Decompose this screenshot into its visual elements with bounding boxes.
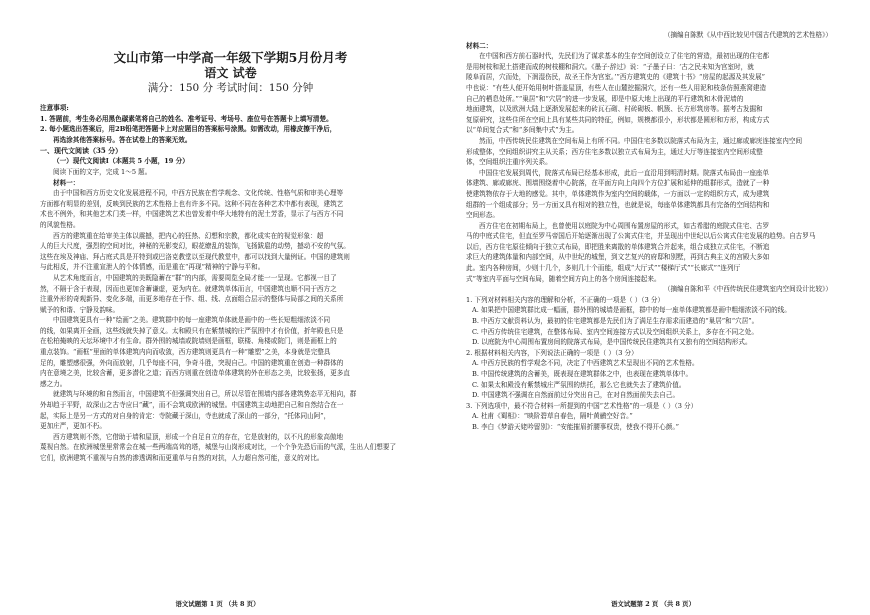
- source-citation: （摘编自陈默《从中西比较见中国古代建筑的艺术性格》）: [663, 31, 832, 39]
- body-line: 它们，欧洲建筑不重视与自然的渗透调和而更重单与自然的对抗，人力超自然可能，意义的对比。: [40, 454, 324, 462]
- body-line: 内在意境之美，比较含蓄，更多潜化之道；而西方则重在创造单体建筑的外在形态之美，比较张扬，更多直: [40, 369, 350, 378]
- body-line: 式”等室内平面与空间布局，随着空间方向上的各个房间连接起来。: [466, 274, 661, 283]
- body-line: 的风貌性格。: [40, 220, 80, 229]
- note-line: 再选涂其他答案标号。答在试卷上的答案无效。: [53, 135, 192, 144]
- body-line: 方面都有明显的差别，反映到民族的艺术性格上也有许多不同。这种不同在各种艺术中都有表现，建筑艺: [40, 199, 344, 208]
- question-3: 3. 下列选项中，最不符合材料一所提到的中国“艺术性格”的一项是（ ）（3 分）: [466, 401, 698, 410]
- body-line: 陵阜而居，穴而处，下润湿伤民，故圣王作为宫室。’”西方建筑史的《建筑十书》“房屋的起源及其发展”: [466, 73, 766, 82]
- note-line: 2. 每小题选出答案后，用2B铅笔把答题卡上对应题目的答案标号涂黑。如需改动，用橡皮擦干净后，: [40, 125, 337, 134]
- body-line: 由于中国和西方历史文化发展进程不同，中西方民族在哲学观念、文化传统、性格气质和审美心理等: [53, 189, 344, 198]
- source-citation: （摘编自陈和平《中西传统民住建筑室内空间设计比较》）: [663, 285, 832, 294]
- body-line: 体，空间组织注重序列关系。: [466, 158, 552, 167]
- body-line: 赋予的和谐、宁静及韵味。: [40, 305, 120, 314]
- body-line: 在中国和西方前石器时代，先民们为了谋求基本的生存空间创设立了住宅的营造，最初出现的住宅都: [479, 52, 770, 61]
- q1-option-b: B. 中西方文献资料认为，最初的住宅建筑都是先民们为了满足生存需求而建造的“巢居”和“穴居”。: [472, 317, 759, 326]
- instruction: 阅读下面的文字，完成 1～5 题。: [53, 167, 152, 176]
- q1-option-a: A. 如果把中国建筑群比成一幅画，群外围的城墙是画框，群中的每一座单体建筑都是画中粗细浓淡不同的线。: [472, 306, 791, 315]
- q2-option-c: C. 如果太和殿没有紫禁城庄严氛围的烘托，那么它也就失去了建筑价值。: [472, 380, 686, 389]
- body-line: 在松柏掩映的天坛环境中才有生命。群外围的城墙或院墙则是画框，联楼、角楼或院门，则是画框上的: [40, 337, 337, 346]
- q3-option-b: B. 李白《梦游天姥吟留别》：“安能摧眉折腰事权贵，使我不得开心颜。”: [472, 422, 679, 431]
- body-line: 然而，中西传统民住建筑在空间布局上有所不同。中国住宅多数以院落式布局为主，通过廊或廊庑连接室内空间: [479, 136, 803, 145]
- body-line: 从艺术角度而言，中国建筑的美既隐蓄在“群”的内部，需要周览全局才能一一呈现。它都视一目了: [53, 273, 337, 282]
- body-line: 自己的栖息处所。”“巢居”和“穴居”的进一步发展，即是中原大地上出现的平行建筑和木骨泥墙的: [466, 94, 744, 103]
- body-line: 马的中庭式住宅，但直至罗马帝国后开始逐渐出现了公寓式住宅，并呈现出中世纪以后公寓式住宅发展的趋势。自古罗马: [466, 232, 816, 241]
- question-2: 2. 根据材料相关内容，下列说法正确的一项是（ ）（3 分）: [466, 348, 638, 357]
- body-line: 形成整体，空间组织讲究主从关系；西方住宅多数以独立式布局为主，通过大厅等连接室内空间形成整: [466, 147, 763, 156]
- q2-option-d: D. 中国建筑不强调在自然面前过分突出自己，在对自然面前失去自己。: [472, 391, 680, 400]
- question-1: 1. 下列对材料相关内容的理解和分析，不正确的一项是（ ）（3 分）: [466, 295, 665, 304]
- body-line: 组群的一个组成部分；另一方面又具有相对的独立性，也就是说，每座单体建筑都具有完备的空间结构和: [466, 200, 770, 209]
- body-line: 以后，西方住宅原往倾向于独立式布局，即把胜来离散的单体建筑合并起来，组合成独立式住宅，不断追: [466, 242, 770, 251]
- body-line: 更加庄严，更加不朽。: [40, 422, 106, 431]
- body-line: 注重外形的奇观新异、变化多端，而更多地存在于作、组、线、点面组合层示的整体与局部之间的关系所: [40, 295, 344, 304]
- page-footer: 语文试题第 2 页 （共 8 页）: [611, 600, 695, 608]
- material2-body: [466, 51, 832, 284]
- body-line: 外却趋于平野，故深山之古寺应曰“藏”，而不会筑成欧洲的城堡。中国建筑主动地把自己和自然结合在一: [40, 401, 344, 410]
- body-line: 以“单间复合式”和“多间集中式”为主。: [466, 126, 579, 135]
- body-line: 蔑视自然。在欧洲城堡里常常会在城一些两端高耸的塔，城堡与山岗形成对比，一个个争先恐后而的气派，生出人们想要了: [40, 443, 397, 452]
- exam-page-right: [436, 0, 870, 615]
- q1-option-d: D. 以庭院为中心周围布置房间的院落式布局，是中国传统民住建筑共有又独有的空间结构形式。: [472, 338, 752, 347]
- body-line: 空间形态。: [466, 211, 499, 220]
- q2-option-b: B. 中国传统建筑的含蓄美，既表现在建筑群体之中，也表现在建筑单体中。: [472, 370, 693, 378]
- body-line: 地面建筑，以及欧洲大陆上逐渐发展起来的砖瓦石砌、村砖砌板、帆簇、长方形筑房等。据考古发掘和: [466, 105, 763, 114]
- body-line: 西方建筑则不然，它借助于墙和屋顶，形成一个自足自立的存在，它是放射的，以不凡的形象高傲地: [53, 432, 344, 441]
- exam-subject: 语文 试卷: [204, 66, 257, 80]
- material-label: 材料二：: [466, 41, 493, 50]
- note-line: 1. 答题前，考生务必用黑色碳素笔将自己的姓名、准考证号、考场号、座位号在答题卡上填写清楚。: [40, 114, 333, 123]
- body-line: 足的，雕塑感很强，外向而放射，几乎每座不同，争奇斗胜，突现自己。中国的建筑重在创造一种群体的: [40, 358, 344, 367]
- body-line: 中也说：“有些人便开始用树叶搭盖屋顶，有些人在山麓挖掘洞穴，还有一些人用泥和枝条仿照燕窝建造: [466, 83, 767, 92]
- q2-option-a: A. 中西方民族的哲学观念不同，决定了中西建筑艺术呈现出不同的艺术性格。: [472, 359, 699, 368]
- body-line: 与此相反，并不注重宣泄人的个体情感，而是重在“再现”精神的宁静与平和。: [40, 263, 265, 272]
- material-label: 材料一：: [53, 178, 80, 187]
- body-line: 起，实际上是另一方式的对自身的肯定：寺院藏于深山，寺也就成了深山的一部分，“托体同山阿”，: [40, 411, 331, 420]
- body-line: 体建筑、廊或廊庑、围墙围绕着中心院落，在平面方向上向四个方位扩展和延伸的组群形式，造就了一种: [466, 179, 770, 188]
- body-line: 使建筑物依存于大地的感觉。其中，单体建筑作为室内空间的载体，一方面以一定的组织方式，成为建筑: [466, 189, 770, 198]
- body-line: 就建筑与环境的和自然而言，中国建筑不但强调突出自己，所以尽管在围墙内部各建筑势态平无相向，群: [53, 390, 357, 399]
- q3-option-a: A. 杜甫《蜀相》：“映阶碧草自春色，隔叶黄鹂空好音。”: [472, 412, 633, 421]
- body-line: 感之力。: [40, 379, 67, 388]
- body-line: 重点装饰。“画框”里面的单体建筑内向而收敛，西方建筑则更具有一种“雕塑”之美，本身就是完整具: [40, 348, 331, 357]
- section-heading: 一、现代文阅读（35 分）: [40, 146, 123, 156]
- body-line: 是用树枝和泥土搭建而成的树枝棚和洞穴。《墨子·辞过》说：“子墨子曰：‘古之民未知为宫室时，就: [466, 62, 754, 71]
- body-line: 然，不隔于含于表现，因而也更加含蓄谦虚，更为内在。就建筑单体而言，中国建筑也顺不同于西方之: [40, 284, 337, 293]
- exam-meta: 满分：150 分 考试时间：150 分钟: [147, 82, 314, 94]
- body-line: 的线，如果离开全画，这些线就失掉了意义。太和殿只有在紫禁城的庄严氛围中才有价值，折年殿也只是: [40, 326, 344, 335]
- subsection-heading: （一）现代文阅读Ⅰ（本题共 5 小题，19 分）: [53, 157, 189, 166]
- body-line: 中国住宅发展到周代，院落式布局已经基本形成，此后一直沿用到明清时期。院落式布局由一座座单: [479, 168, 770, 177]
- body-line: 术也不例外，和其他艺术门类一样，中国建筑艺术也曾发着中华大地特有的泥土芳香，显示了与西方不同: [40, 210, 344, 219]
- exam-title: 文山市第一中学高一年级下学期5月份月考: [113, 50, 348, 65]
- body-line: 复原研究，这些住所在空间上具有某些共同的特征，例如，规模都很小，形状都是圆形和方形，构成方式: [466, 115, 770, 124]
- page-footer: 语文试题第 1 页 （共 8 页）: [175, 600, 260, 608]
- body-line: 求巨大的建筑体量和内部空间，从中世纪的城堡，到文艺复兴的府邸和别墅，再到古典主义的宫殿大多如: [466, 253, 770, 262]
- body-line: 这些在埃及神庙、拜占庭式具是开特到或巴洛克教堂以至现代教堂中，都可以找到大量例证。中国的建筑则: [40, 252, 350, 261]
- body-line: 西方的建筑重在给审美主体以震撼，把内心的狂热、幻想和宗教，都化成实在的视觉形象：超: [53, 231, 324, 240]
- body-line: 此。室内各种房间，少则十几个，多则几十个而能，组成“大厅式”“楼梯厅式”“长廊式”“连列厅: [466, 264, 741, 273]
- body-line: 中国建筑更具有一种“绘画”之美。建筑群中的每一座建筑单体就是画中的一些长短粗细浓淡不同: [53, 316, 331, 325]
- notes-heading: 注意事项:: [40, 104, 69, 112]
- q1-option-c: C. 中西方传统住宅建筑，在整体布局、室内空间连接方式以及空间组织关系上，多存在不同之处。: [472, 327, 758, 336]
- material1-body: [40, 188, 421, 463]
- body-line: 西方住宅在初期布局上，也曾使用以庭院为中心周围布置房屋的形式，如古希腊的庭院式住宅、古罗: [479, 221, 770, 230]
- body-line: 人的巨大尺度，强烈的空间对比，神秘的光影变幻，眼花缭乱的装饰，飞扬跋扈的动势，撼动不安的气氛。: [40, 242, 350, 251]
